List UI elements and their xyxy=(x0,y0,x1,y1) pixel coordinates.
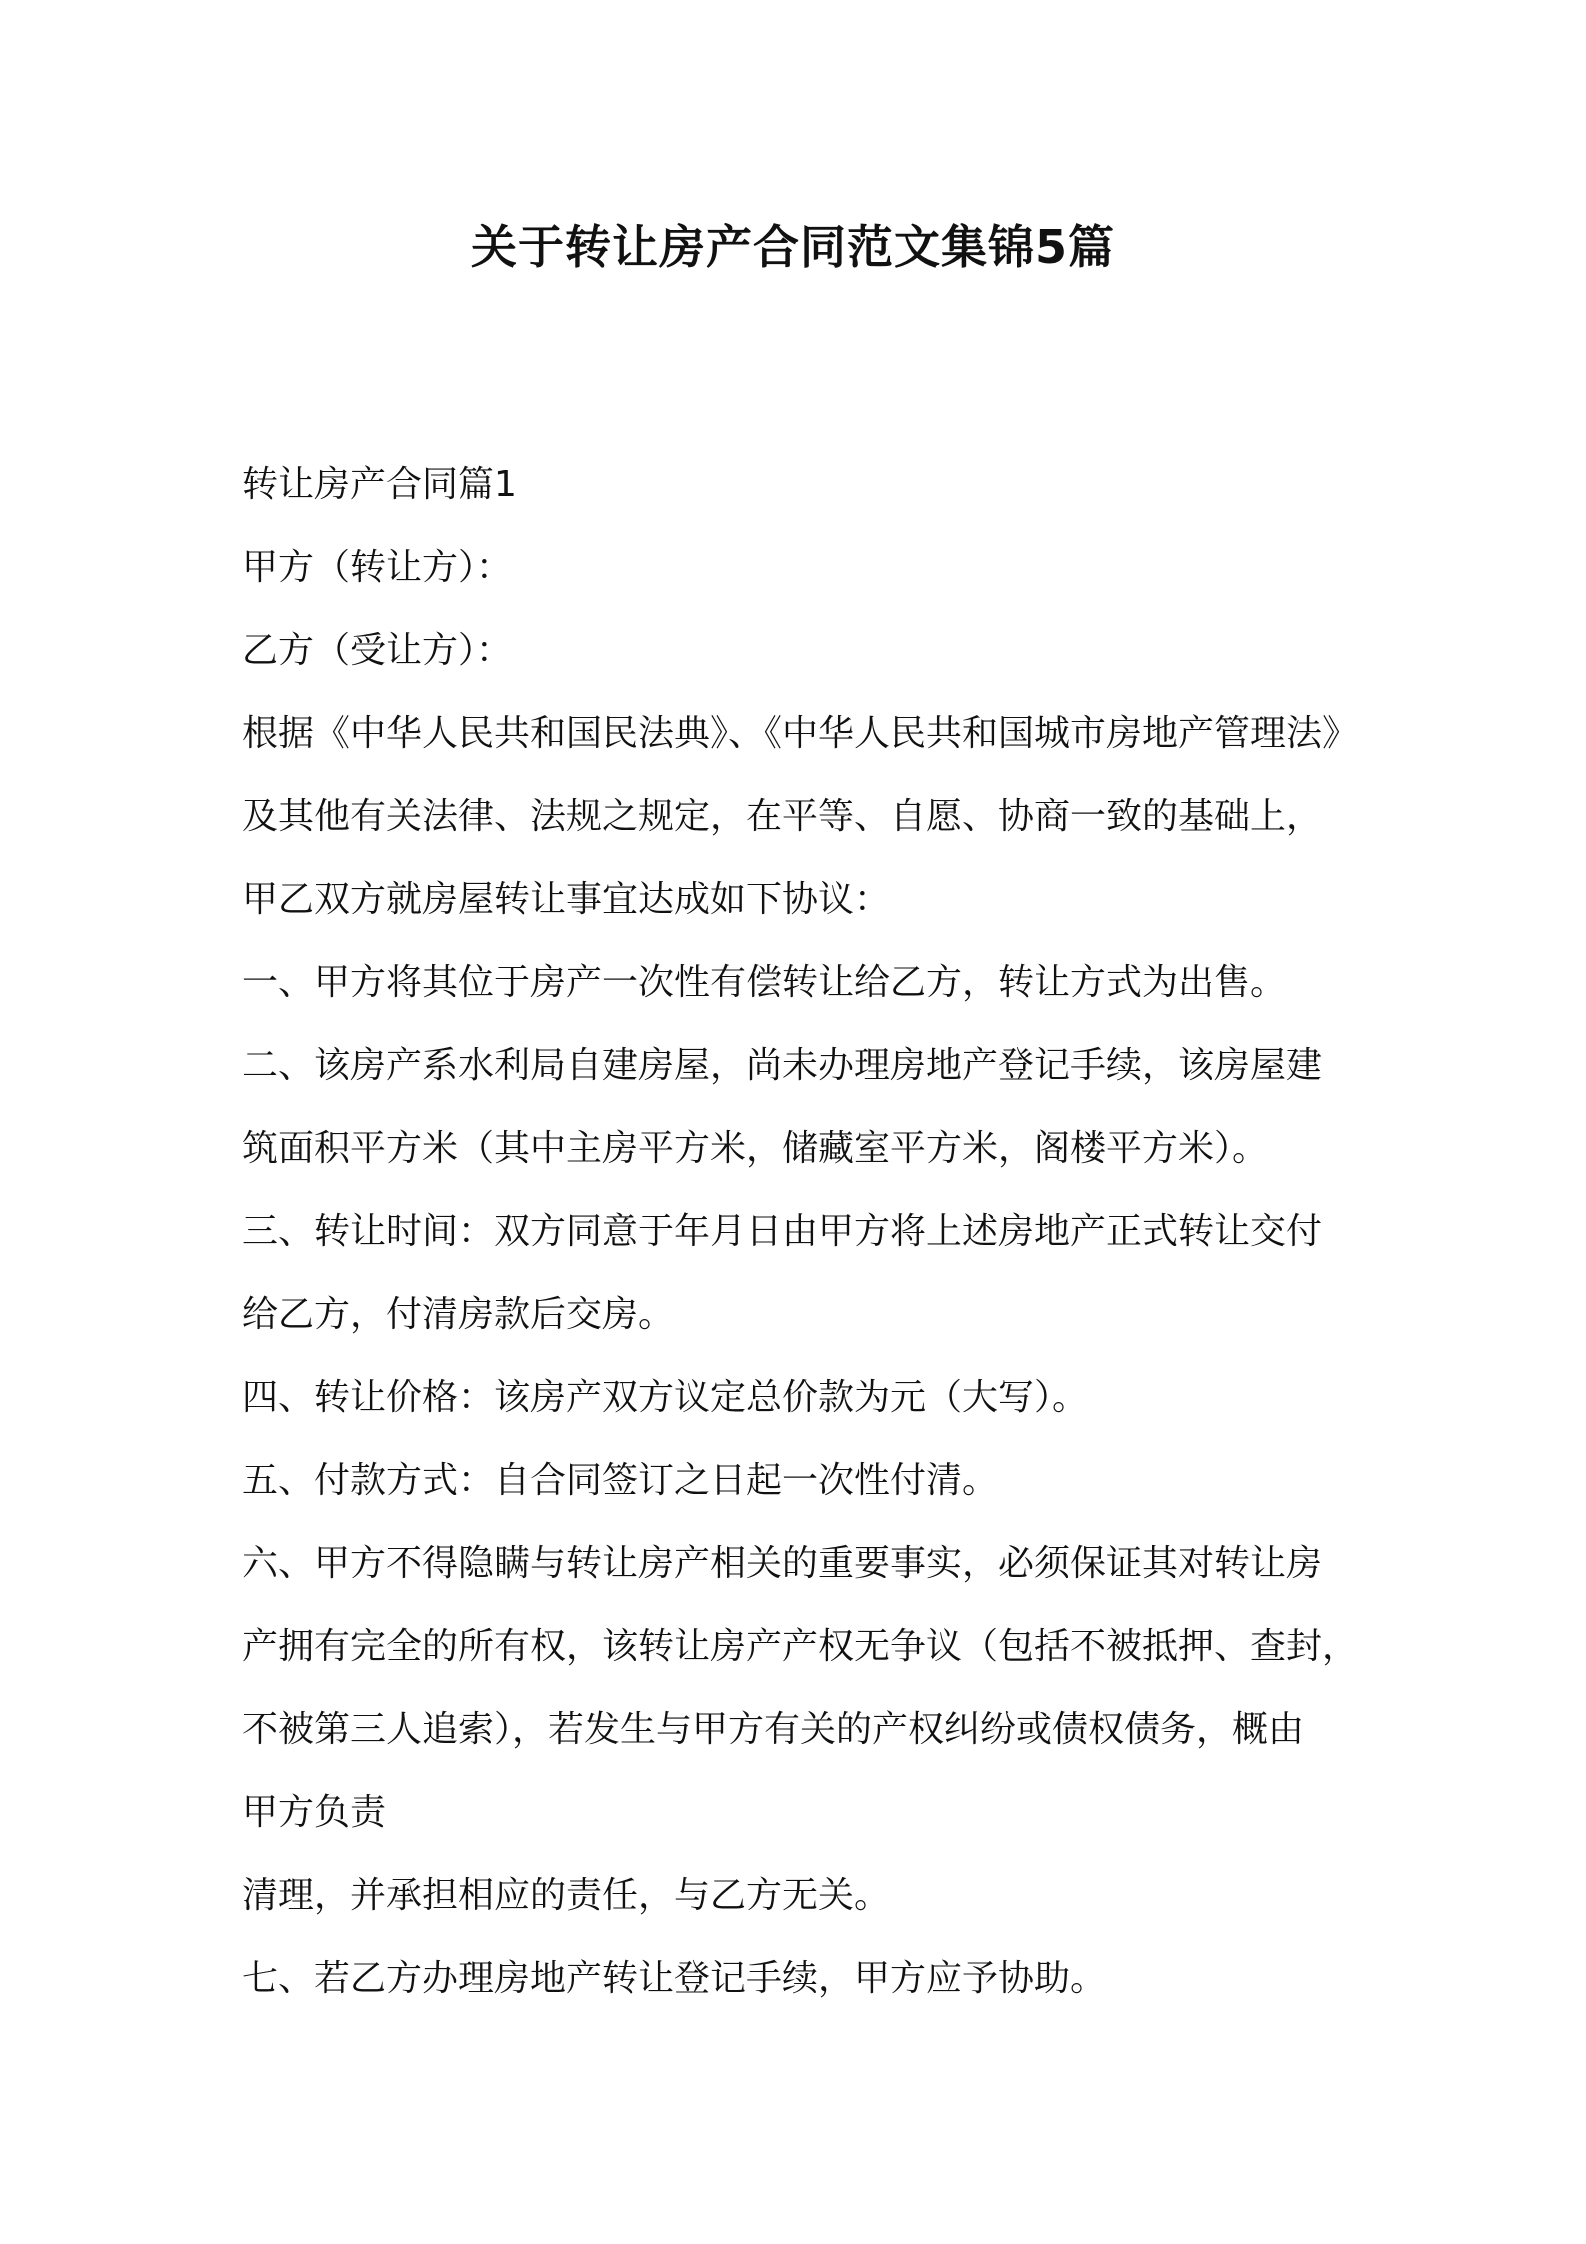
clause-line: 一、甲方将其位于房产一次性有偿转让给乙方，转让方式为出售。 xyxy=(242,962,1287,1003)
clause-line: 六、甲方不得隐瞒与转让房产相关的重要事实，必须保证其对转让房 xyxy=(242,1543,1323,1584)
clause-line: 三、转让时间：双方同意于年月日由甲方将上述房地产正式转让交付 xyxy=(242,1211,1323,1252)
clause-line: 七、若乙方办理房地产转让登记手续，甲方应予协助。 xyxy=(242,1958,1107,1999)
clause-line: 产拥有完全的所有权，该转让房产产权无争议（包括不被抵押、查封， xyxy=(242,1626,1359,1667)
clause-line: 清理，并承担相应的责任，与乙方无关。 xyxy=(242,1875,891,1916)
clause-line: 四、转让价格：该房产双方议定总价款为元（大写）。 xyxy=(242,1377,1089,1418)
paragraph-line: 及其他有关法律、法规之规定，在平等、自愿、协商一致的基础上， xyxy=(242,796,1323,837)
paragraph-line: 甲乙双方就房屋转让事宜达成如下协议： xyxy=(242,879,891,920)
clause-line: 二、该房产系水利局自建房屋，尚未办理房地产登记手续，该房屋建 xyxy=(242,1045,1323,1086)
paragraph-line: 根据《中华人民共和国民法典》、《中华人民共和国城市房地产管理法》 xyxy=(242,713,1359,754)
clause-line: 筑面积平方米（其中主房平方米，储藏室平方米，阁楼平方米）。 xyxy=(242,1128,1269,1169)
clause-line: 不被第三人追索），若发生与甲方有关的产权纠纷或债权债务，概由 xyxy=(242,1709,1305,1750)
clause-line: 给乙方，付清房款后交房。 xyxy=(242,1294,675,1335)
clause-line: 五、付款方式：自合同签订之日起一次性付清。 xyxy=(242,1460,999,1501)
party-b-line: 乙方（受让方）： xyxy=(242,630,513,671)
document-body xyxy=(242,443,1360,2020)
document-title: 关于转让房产合同范文集锦5篇 xyxy=(470,220,1115,274)
clause-line: 甲方负责 xyxy=(242,1792,387,1833)
section-heading: 转让房产合同篇1 xyxy=(242,464,517,505)
party-a-line: 甲方（转让方）： xyxy=(242,547,513,588)
